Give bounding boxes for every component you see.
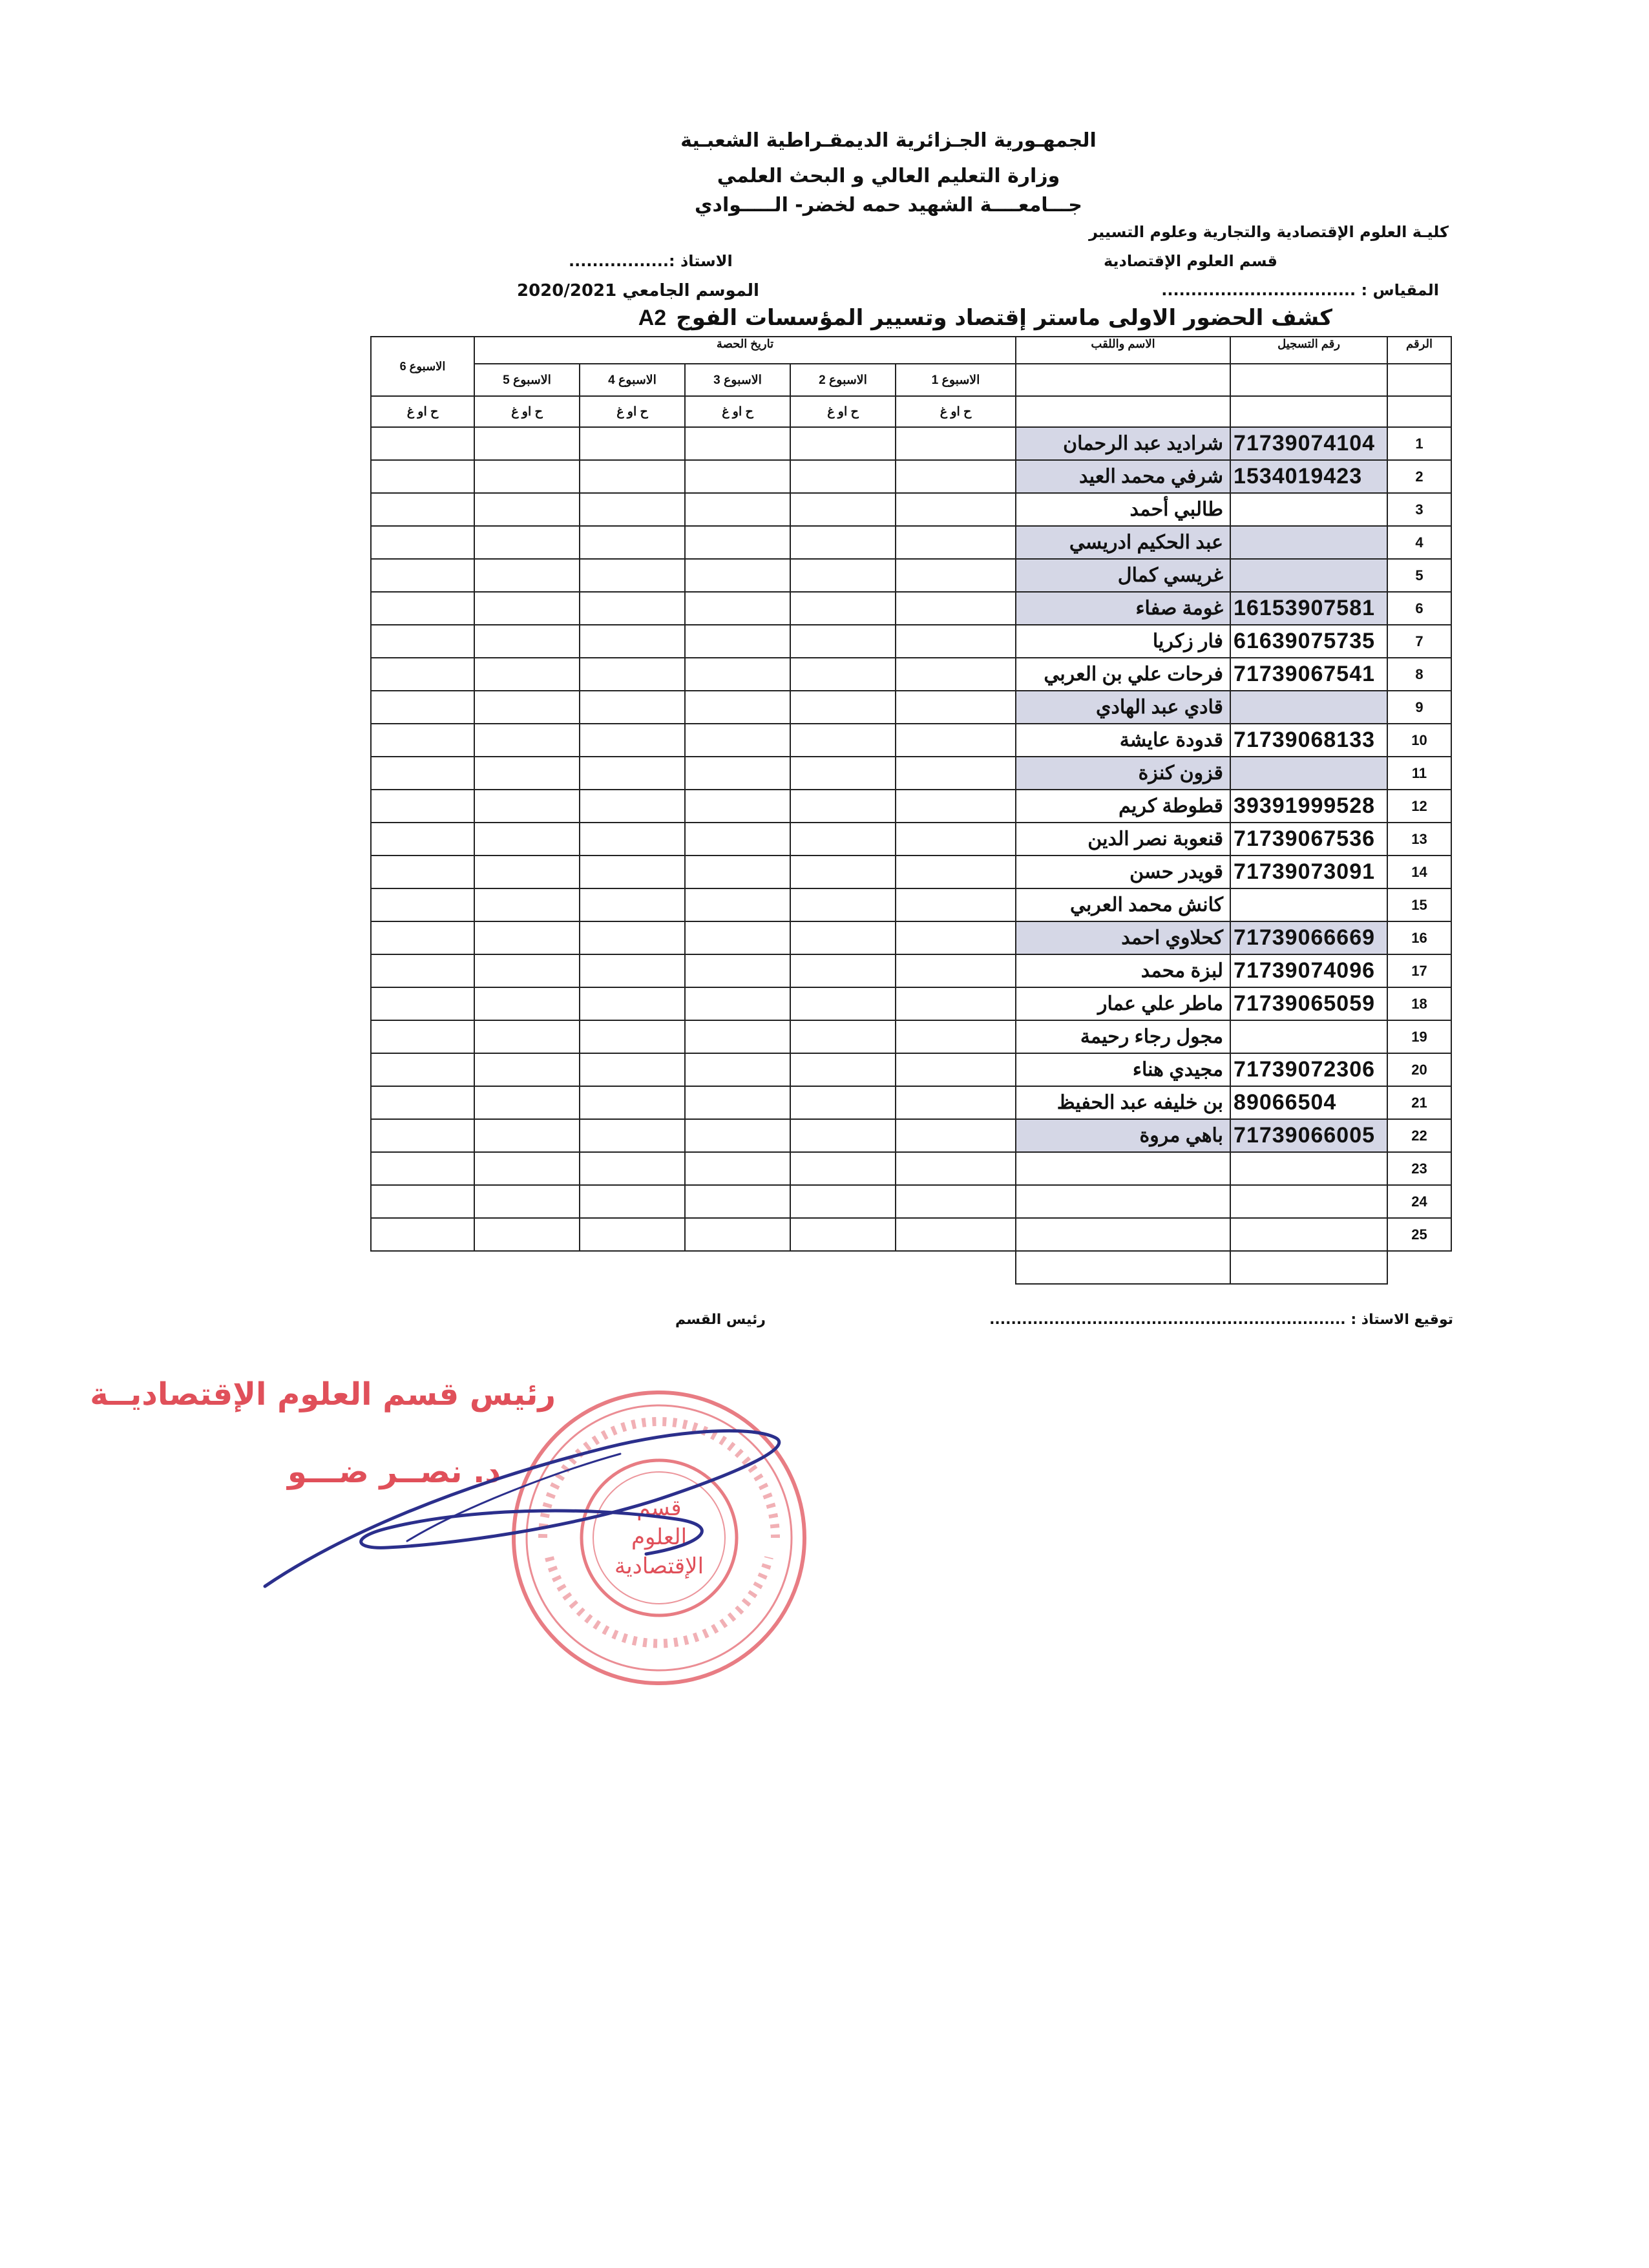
- attendance-cell-week-5[interactable]: [474, 493, 580, 526]
- attendance-cell-week-4[interactable]: [580, 1053, 685, 1086]
- attendance-cell-week-2[interactable]: [790, 757, 896, 790]
- head-name-stamp: د. نصــر ضـــو: [288, 1454, 501, 1490]
- table-row: [371, 691, 1451, 724]
- registration-number: [1230, 1218, 1387, 1251]
- attendance-cell-week-5[interactable]: [474, 823, 580, 856]
- attendance-cell-week-2[interactable]: [790, 427, 896, 460]
- attendance-cell-week-2[interactable]: [790, 1185, 896, 1218]
- attendance-cell-week-5[interactable]: [474, 1218, 580, 1251]
- table-row: [371, 592, 1451, 625]
- attendance-cell-week-6[interactable]: [371, 1218, 474, 1251]
- attendance-cell-week-4[interactable]: [580, 1086, 685, 1119]
- table-row: [371, 888, 1451, 921]
- attendance-cell-week-2[interactable]: [790, 493, 896, 526]
- registration-number: [1230, 691, 1387, 724]
- row-number: 4: [1387, 526, 1451, 559]
- attendance-cell-week-4[interactable]: [580, 888, 685, 921]
- attendance-cell-week-6[interactable]: [371, 1152, 474, 1185]
- handwritten-signature: [258, 1409, 814, 1602]
- attendance-cell-week-3[interactable]: [685, 658, 790, 691]
- attendance-cell-week-5[interactable]: [474, 460, 580, 493]
- attendance-cell-week-6[interactable]: [371, 823, 474, 856]
- attendance-cell-week-3[interactable]: [685, 1185, 790, 1218]
- group-label: A2: [638, 306, 667, 330]
- attendance-cell-week-3[interactable]: [685, 1020, 790, 1053]
- attendance-cell-week-2[interactable]: [790, 592, 896, 625]
- attendance-cell-week-3[interactable]: [685, 1053, 790, 1086]
- row-number: 1: [1387, 427, 1451, 460]
- registration-number: 39391999528: [1230, 790, 1387, 823]
- table-row: [371, 559, 1451, 592]
- number-header: الرقم: [1387, 337, 1451, 364]
- row-number: 20: [1387, 1053, 1451, 1086]
- attendance-cell-week-4[interactable]: [580, 460, 685, 493]
- attendance-cell-week-6[interactable]: [371, 427, 474, 460]
- stamp-center-3: الإقتصادية: [614, 1553, 704, 1579]
- attendance-cell-week-5[interactable]: [474, 592, 580, 625]
- attendance-cell-week-4[interactable]: [580, 1218, 685, 1251]
- student-name: قدودة عايشة: [1016, 724, 1230, 757]
- presence-label-w5: ح او غ: [474, 396, 580, 427]
- attendance-cell-week-3[interactable]: [685, 625, 790, 658]
- attendance-cell-week-4[interactable]: [580, 526, 685, 559]
- name-header: الاسم واللقب: [1016, 337, 1230, 364]
- attendance-cell-week-4[interactable]: [580, 921, 685, 954]
- attendance-cell-week-6[interactable]: [371, 921, 474, 954]
- registration-number: 71739073091: [1230, 856, 1387, 888]
- table-row: [371, 1053, 1451, 1086]
- registration-number: 71739067541: [1230, 658, 1387, 691]
- attendance-cell-week-4[interactable]: [580, 757, 685, 790]
- registration-number: 71739072306: [1230, 1053, 1387, 1086]
- attendance-cell-week-6[interactable]: [371, 724, 474, 757]
- student-name: لبزة محمد: [1016, 954, 1230, 987]
- attendance-cell-week-2[interactable]: [790, 691, 896, 724]
- attendance-cell-week-5[interactable]: [474, 625, 580, 658]
- attendance-cell-week-2[interactable]: [790, 1053, 896, 1086]
- attendance-cell-week-3[interactable]: [685, 1086, 790, 1119]
- header-line1: الجمهـورية الجـزائرية الديمقـراطية الشعبـية: [680, 129, 1097, 152]
- registration-number: [1230, 1185, 1387, 1218]
- attendance-cell-week-1[interactable]: [896, 559, 1016, 592]
- attendance-cell-week-1[interactable]: [896, 526, 1016, 559]
- row-number: 5: [1387, 559, 1451, 592]
- attendance-cell-week-4[interactable]: [580, 1020, 685, 1053]
- attendance-cell-week-2[interactable]: [790, 625, 896, 658]
- row-number: 23: [1387, 1152, 1451, 1185]
- attendance-cell-week-1[interactable]: [896, 1119, 1016, 1152]
- teacher-signature-label: توقيع الاستاذ : ..................................................................: [989, 1312, 1453, 1328]
- attendance-cell-week-5[interactable]: [474, 856, 580, 888]
- table-row: [371, 823, 1451, 856]
- attendance-cell-week-1[interactable]: [896, 658, 1016, 691]
- attendance-cell-week-3[interactable]: [685, 526, 790, 559]
- attendance-cell-week-4[interactable]: [580, 954, 685, 987]
- student-name: [1016, 1185, 1230, 1218]
- attendance-cell-week-6[interactable]: [371, 658, 474, 691]
- row-number: 6: [1387, 592, 1451, 625]
- attendance-cell-week-1[interactable]: [896, 1020, 1016, 1053]
- attendance-cell-week-3[interactable]: [685, 987, 790, 1020]
- attendance-cell-week-4[interactable]: [580, 658, 685, 691]
- student-name: فار زكريا: [1016, 625, 1230, 658]
- table-row: [371, 724, 1451, 757]
- department-head-label: رئيس القسم: [675, 1312, 766, 1328]
- attendance-cell-week-2[interactable]: [790, 724, 896, 757]
- table-row: [371, 1152, 1451, 1185]
- attendance-cell-week-2[interactable]: [790, 888, 896, 921]
- table-row: [371, 526, 1451, 559]
- attendance-cell-week-3[interactable]: [685, 460, 790, 493]
- attendance-cell-week-3[interactable]: [685, 724, 790, 757]
- student-name: قويدر حسن: [1016, 856, 1230, 888]
- table-row: [371, 1218, 1451, 1251]
- blank-reg: [1230, 1251, 1387, 1284]
- attendance-cell-week-1[interactable]: [896, 790, 1016, 823]
- registration-number: 16153907581: [1230, 592, 1387, 625]
- row-number: 12: [1387, 790, 1451, 823]
- attendance-cell-week-1[interactable]: [896, 954, 1016, 987]
- attendance-cell-week-6[interactable]: [371, 757, 474, 790]
- attendance-cell-week-2[interactable]: [790, 823, 896, 856]
- registration-number: [1230, 559, 1387, 592]
- attendance-cell-week-1[interactable]: [896, 625, 1016, 658]
- header-line3: جـــامعــــة الشهيد حمه لخضر- الـــــوادي: [695, 194, 1082, 216]
- attendance-cell-week-1[interactable]: [896, 921, 1016, 954]
- attendance-cell-week-5[interactable]: [474, 790, 580, 823]
- page-title: [638, 305, 1332, 331]
- attendance-cell-week-5[interactable]: [474, 427, 580, 460]
- row-number: 8: [1387, 658, 1451, 691]
- attendance-cell-week-2[interactable]: [790, 559, 896, 592]
- registration-number: [1230, 493, 1387, 526]
- attendance-cell-week-2[interactable]: [790, 526, 896, 559]
- table-row: [371, 1086, 1451, 1119]
- attendance-cell-week-2[interactable]: [790, 954, 896, 987]
- registration-number: 71739067536: [1230, 823, 1387, 856]
- attendance-cell-week-1[interactable]: [896, 856, 1016, 888]
- attendance-cell-week-5[interactable]: [474, 1152, 580, 1185]
- attendance-cell-week-2[interactable]: [790, 1218, 896, 1251]
- attendance-cell-week-5[interactable]: [474, 921, 580, 954]
- attendance-cell-week-1[interactable]: [896, 1218, 1016, 1251]
- attendance-cell-week-6[interactable]: [371, 493, 474, 526]
- attendance-cell-week-4[interactable]: [580, 790, 685, 823]
- attendance-cell-week-2[interactable]: [790, 1119, 896, 1152]
- student-name: مجول رجاء رحيمة: [1016, 1020, 1230, 1053]
- table-row: [371, 757, 1451, 790]
- attendance-cell-week-1[interactable]: [896, 823, 1016, 856]
- student-name: غريسي كمال: [1016, 559, 1230, 592]
- table-row: [371, 460, 1451, 493]
- table-row: [371, 1119, 1451, 1152]
- week-2-header: الاسبوع 2: [790, 364, 896, 396]
- attendance-cell-week-1[interactable]: [896, 592, 1016, 625]
- row-number: 15: [1387, 888, 1451, 921]
- attendance-cell-week-2[interactable]: [790, 790, 896, 823]
- row-number: 18: [1387, 987, 1451, 1020]
- week-6-header: الاسبوع 6: [371, 337, 474, 396]
- student-name: فرحات علي بن العربي: [1016, 658, 1230, 691]
- row-number: 7: [1387, 625, 1451, 658]
- attendance-cell-week-4[interactable]: [580, 1119, 685, 1152]
- student-name: كانش محمد العربي: [1016, 888, 1230, 921]
- attendance-cell-week-2[interactable]: [790, 987, 896, 1020]
- attendance-cell-week-1[interactable]: [896, 1185, 1016, 1218]
- registration-number: 71739068133: [1230, 724, 1387, 757]
- attendance-cell-week-1[interactable]: [896, 1086, 1016, 1119]
- attendance-cell-week-2[interactable]: [790, 1020, 896, 1053]
- attendance-cell-week-5[interactable]: [474, 757, 580, 790]
- attendance-cell-week-4[interactable]: [580, 691, 685, 724]
- row-number: 16: [1387, 921, 1451, 954]
- attendance-cell-week-5[interactable]: [474, 954, 580, 987]
- attendance-cell-week-1[interactable]: [896, 427, 1016, 460]
- attendance-cell-week-1[interactable]: [896, 724, 1016, 757]
- attendance-cell-week-2[interactable]: [790, 658, 896, 691]
- attendance-cell-week-3[interactable]: [685, 790, 790, 823]
- attendance-cell-week-6[interactable]: [371, 691, 474, 724]
- attendance-cell-week-3[interactable]: [685, 1152, 790, 1185]
- registration-number: [1230, 526, 1387, 559]
- attendance-cell-week-6[interactable]: [371, 1020, 474, 1053]
- presence-label-w6: ح او غ: [371, 396, 474, 427]
- presence-label-w4: ح او غ: [580, 396, 685, 427]
- attendance-cell-week-4[interactable]: [580, 427, 685, 460]
- attendance-cell-week-3[interactable]: [685, 888, 790, 921]
- row-number: 9: [1387, 691, 1451, 724]
- table-row: [371, 658, 1451, 691]
- attendance-cell-week-6[interactable]: [371, 954, 474, 987]
- attendance-cell-week-6[interactable]: [371, 559, 474, 592]
- student-name: ماطر علي عمار: [1016, 987, 1230, 1020]
- attendance-cell-week-4[interactable]: [580, 559, 685, 592]
- attendance-cell-week-5[interactable]: [474, 888, 580, 921]
- table-row: [371, 427, 1451, 460]
- attendance-cell-week-4[interactable]: [580, 493, 685, 526]
- row-number: 2: [1387, 460, 1451, 493]
- attendance-cell-week-4[interactable]: [580, 1152, 685, 1185]
- header-line2: وزارة التعليم العالي و البحث العلمي: [717, 165, 1060, 187]
- registration-number: 71739074104: [1230, 427, 1387, 460]
- table-footer-row: [371, 1251, 1451, 1284]
- attendance-cell-week-3[interactable]: [685, 856, 790, 888]
- attendance-cell-week-6[interactable]: [371, 987, 474, 1020]
- row-number: 10: [1387, 724, 1451, 757]
- attendance-cell-week-3[interactable]: [685, 493, 790, 526]
- registration-number: [1230, 1152, 1387, 1185]
- attendance-cell-week-3[interactable]: [685, 823, 790, 856]
- student-name: قادي عبد الهادي: [1016, 691, 1230, 724]
- row-number: 11: [1387, 757, 1451, 790]
- attendance-cell-week-1[interactable]: [896, 1053, 1016, 1086]
- attendance-cell-week-6[interactable]: [371, 592, 474, 625]
- attendance-cell-week-6[interactable]: [371, 1086, 474, 1119]
- attendance-cell-week-3[interactable]: [685, 427, 790, 460]
- session-date-header: تاريخ الحصة: [474, 337, 1016, 364]
- season-label: الموسم الجامعي 2020/2021: [517, 281, 759, 300]
- attendance-cell-week-6[interactable]: [371, 625, 474, 658]
- row-number: 19: [1387, 1020, 1451, 1053]
- week-4-header: الاسبوع 4: [580, 364, 685, 396]
- row-number: 14: [1387, 856, 1451, 888]
- student-name: طالبي أحمد: [1016, 493, 1230, 526]
- attendance-cell-week-4[interactable]: [580, 625, 685, 658]
- student-name: كحلاوي احمد: [1016, 921, 1230, 954]
- attendance-cell-week-4[interactable]: [580, 724, 685, 757]
- registration-number: 89066504: [1230, 1086, 1387, 1119]
- stamp-center-1: قسم: [636, 1495, 682, 1521]
- registration-number: [1230, 1020, 1387, 1053]
- attendance-cell-week-6[interactable]: [371, 1119, 474, 1152]
- attendance-cell-week-3[interactable]: [685, 592, 790, 625]
- attendance-cell-week-3[interactable]: [685, 559, 790, 592]
- teacher-label: الاستاذ :.................: [569, 252, 733, 270]
- module-label: المقياس : .................................: [1161, 281, 1439, 299]
- student-name: شرفي محمد العيد: [1016, 460, 1230, 493]
- registration-number: 1534019423: [1230, 460, 1387, 493]
- student-name: [1016, 1152, 1230, 1185]
- row-number: 17: [1387, 954, 1451, 987]
- registration-number: [1230, 757, 1387, 790]
- attendance-cell-week-6[interactable]: [371, 1185, 474, 1218]
- attendance-cell-week-2[interactable]: [790, 921, 896, 954]
- row-number: 21: [1387, 1086, 1451, 1119]
- faculty-label: كليـة العلوم الإقتصادية والتجارية وعلوم التسيير: [1089, 223, 1449, 241]
- student-name: قطوطة كريم: [1016, 790, 1230, 823]
- attendance-cell-week-5[interactable]: [474, 1086, 580, 1119]
- row-number: 25: [1387, 1218, 1451, 1251]
- attendance-cell-week-3[interactable]: [685, 921, 790, 954]
- attendance-cell-week-6[interactable]: [371, 526, 474, 559]
- attendance-cell-week-1[interactable]: [896, 460, 1016, 493]
- reg-header: رقم التسجيل: [1230, 337, 1387, 364]
- week-3-header: الاسبوع 3: [685, 364, 790, 396]
- attendance-cell-week-5[interactable]: [474, 559, 580, 592]
- student-name: قنعوبة نصر الدين: [1016, 823, 1230, 856]
- attendance-cell-week-1[interactable]: [896, 493, 1016, 526]
- attendance-cell-week-4[interactable]: [580, 1185, 685, 1218]
- attendance-cell-week-3[interactable]: [685, 954, 790, 987]
- registration-number: [1230, 888, 1387, 921]
- attendance-cell-week-5[interactable]: [474, 1185, 580, 1218]
- attendance-cell-week-3[interactable]: [685, 691, 790, 724]
- student-name: [1016, 1218, 1230, 1251]
- attendance-cell-week-5[interactable]: [474, 526, 580, 559]
- row-number: 24: [1387, 1185, 1451, 1218]
- presence-label-w2: ح او غ: [790, 396, 896, 427]
- registration-number: 71739065059: [1230, 987, 1387, 1020]
- registration-number: 61639075735: [1230, 625, 1387, 658]
- attendance-cell-week-2[interactable]: [790, 1152, 896, 1185]
- row-number: 13: [1387, 823, 1451, 856]
- attendance-cell-week-5[interactable]: [474, 1119, 580, 1152]
- attendance-cell-week-6[interactable]: [371, 856, 474, 888]
- attendance-cell-week-3[interactable]: [685, 1119, 790, 1152]
- attendance-cell-week-2[interactable]: [790, 856, 896, 888]
- presence-label-w1: ح او غ: [896, 396, 1016, 427]
- table-row: [371, 921, 1451, 954]
- attendance-cell-week-5[interactable]: [474, 658, 580, 691]
- attendance-cell-week-2[interactable]: [790, 460, 896, 493]
- student-name: غومة صفاء: [1016, 592, 1230, 625]
- attendance-cell-week-5[interactable]: [474, 1020, 580, 1053]
- table-row: [371, 1185, 1451, 1218]
- row-number: 22: [1387, 1119, 1451, 1152]
- attendance-cell-week-5[interactable]: [474, 724, 580, 757]
- attendance-cell-week-4[interactable]: [580, 823, 685, 856]
- student-name: بن خليفه عبد الحفيظ: [1016, 1086, 1230, 1119]
- attendance-cell-week-5[interactable]: [474, 1053, 580, 1086]
- title-text: كشف الحضور الاولى ماستر إقتصاد وتسيير المؤسسات الفوج: [676, 305, 1332, 331]
- row-number: 3: [1387, 493, 1451, 526]
- attendance-cell-week-1[interactable]: [896, 691, 1016, 724]
- attendance-cell-week-2[interactable]: [790, 1086, 896, 1119]
- student-name: مجيدي هناء: [1016, 1053, 1230, 1086]
- registration-number: 71739074096: [1230, 954, 1387, 987]
- student-name: شراديد عبد الرحمان: [1016, 427, 1230, 460]
- table-row: [371, 790, 1451, 823]
- attendance-table: [370, 336, 1452, 1285]
- attendance-cell-week-3[interactable]: [685, 757, 790, 790]
- table-row: [371, 856, 1451, 888]
- attendance-cell-week-5[interactable]: [474, 987, 580, 1020]
- blank-name: [1016, 1251, 1230, 1284]
- table-row: [371, 493, 1451, 526]
- table-row: [371, 1020, 1451, 1053]
- presence-label-w3: ح او غ: [685, 396, 790, 427]
- attendance-cell-week-5[interactable]: [474, 691, 580, 724]
- head-title-stamp: رئيس قسم العلوم الإقتصاديــة: [90, 1376, 556, 1412]
- week-5-header: الاسبوع 5: [474, 364, 580, 396]
- table-row: [371, 954, 1451, 987]
- table-row: [371, 625, 1451, 658]
- week-1-header: الاسبوع 1: [896, 364, 1016, 396]
- student-name: عبد الحكيم ادريسي: [1016, 526, 1230, 559]
- registration-number: 71739066669: [1230, 921, 1387, 954]
- department-label: قسم العلوم الإقتصادية: [1103, 252, 1277, 270]
- attendance-cell-week-1[interactable]: [896, 987, 1016, 1020]
- attendance-cell-week-1[interactable]: [896, 1152, 1016, 1185]
- attendance-cell-week-3[interactable]: [685, 1218, 790, 1251]
- attendance-cell-week-4[interactable]: [580, 856, 685, 888]
- student-name: باهي مروة: [1016, 1119, 1230, 1152]
- attendance-cell-week-4[interactable]: [580, 592, 685, 625]
- attendance-cell-week-4[interactable]: [580, 987, 685, 1020]
- attendance-cell-week-1[interactable]: [896, 757, 1016, 790]
- table-row: [371, 987, 1451, 1020]
- attendance-cell-week-6[interactable]: [371, 1053, 474, 1086]
- student-name: قزون كنزة: [1016, 757, 1230, 790]
- attendance-cell-week-1[interactable]: [896, 888, 1016, 921]
- attendance-cell-week-6[interactable]: [371, 888, 474, 921]
- registration-number: 71739066005: [1230, 1119, 1387, 1152]
- attendance-cell-week-6[interactable]: [371, 460, 474, 493]
- stamp-center-2: العلوم: [631, 1524, 688, 1550]
- attendance-cell-week-6[interactable]: [371, 790, 474, 823]
